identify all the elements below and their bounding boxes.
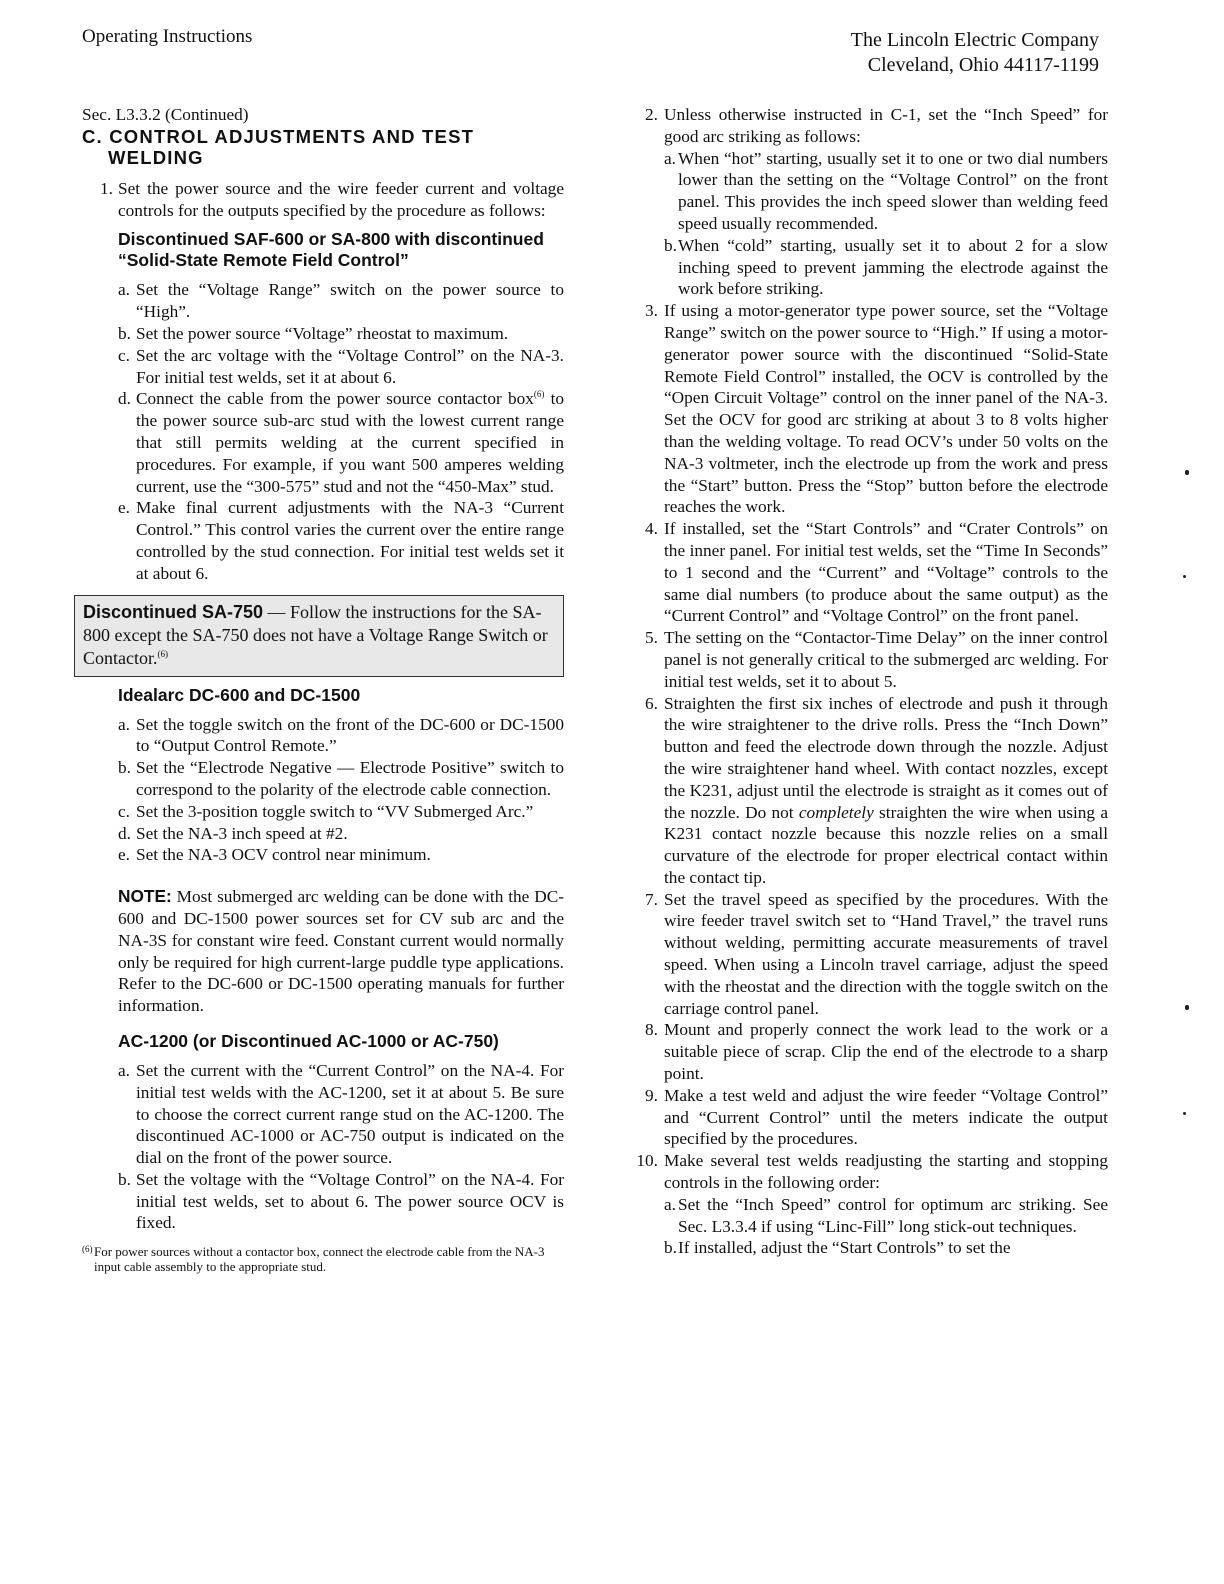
note-text: Most submerged arc welding can be done with the DC-600 and DC-1500 power sources set for CV sub arc and the NA-3S for constant wire feed. Constant current would normally only be required for high current-large puddle type applications. Refer to the DC-600 or DC-1500 operating manuals for further information.: [118, 887, 564, 1016]
step-text: When “hot” starting, usually set it to one or two dial numbers lower than the setting on the “Voltage Control” on the front panel. This provides the inch speed slower than welding feed speed usually recommended.: [678, 148, 1108, 233]
company-address: Cleveland, Ohio 44117-1199: [867, 54, 1099, 76]
step-text: Set the travel speed as specified by the procedures. With the wire feeder travel switch set to “Hand Travel,” the travel runs without welding, permitting accurate measurements of travel speed. When using a Lincoln travel carriage, adjust the speed with the rheostat and the direction with the toggle switch on the carriage control panel.: [664, 889, 1108, 1018]
step-text: If installed, adjust the “Start Controls” to set the: [678, 1238, 1011, 1258]
idealarc-steps: [118, 714, 564, 867]
step-6: [632, 693, 1108, 889]
step-letter: a.: [118, 280, 130, 300]
callout-heading: Discontinued SA-750: [83, 601, 264, 622]
step-text: Set the NA-3 OCV control near minimum.: [136, 845, 431, 865]
step-letter: a.: [664, 1194, 676, 1214]
step-text: Make final current adjustments with the NA-3 “Current Control.” This control varies the current over the entire range controlled by the stud connection. For initial test welds set it at about 6.: [136, 498, 564, 583]
step-text: Unless otherwise instructed in C-1, set the “Inch Speed” for good arc striking as follows:: [664, 105, 1108, 146]
note-paragraph: [118, 886, 564, 1017]
step-letter: e.: [118, 498, 130, 518]
step-4: [632, 518, 1108, 627]
step-text: When “cold” starting, usually set it to about 2 for a slow inching speed to prevent jamming the electrode against the work before striking.: [678, 235, 1108, 299]
step-text: Set the “Voltage Range” switch on the power source to “High”.: [136, 280, 564, 322]
step-letter: b.: [118, 1169, 131, 1189]
step-number: 5.: [645, 628, 658, 648]
step-text: Set the current with the “Current Control” on the NA-4. For initial test welds with the AC-1200, set it at about 5. Be sure to choose the correct current range stud on the AC-1200. The discontinued AC-1000 or AC-750 output is indicated on the dial on the front of the power source.: [136, 1060, 564, 1168]
scan-speck: [1185, 1005, 1189, 1010]
scan-speck: [1185, 470, 1189, 475]
step-text-part2: straighten the wire when using a K231 contact nozzle because this nozzle relies on a small curvature of the electrode for proper electrical contact within the contact tip.: [664, 802, 1108, 887]
step-letter: a.: [118, 714, 130, 734]
step-5: [632, 627, 1108, 692]
saf-step-c: [118, 345, 564, 389]
saf-step-b: [118, 323, 564, 345]
step-7: [632, 889, 1108, 1020]
step-number: 4.: [645, 519, 658, 539]
saf-step-a: [118, 279, 564, 323]
ac-steps: [118, 1060, 564, 1234]
idealarc-heading: Idealarc DC-600 and DC-1500: [118, 684, 361, 705]
step-8: [632, 1019, 1108, 1084]
step-2: [632, 104, 1108, 148]
section-title-line2: WELDING: [108, 146, 204, 168]
step-text: Set the 3-position toggle switch to “VV Submerged Arc.”: [136, 801, 534, 821]
step-1: [82, 178, 564, 222]
step-text: Mount and properly connect the work lead to the work or a suitable piece of scrap. Clip the end of the electrode to a sharp point.: [664, 1020, 1108, 1084]
step-text: Set the “Inch Speed” control for optimum arc striking. See Sec. L3.3.4 if using “Linc-Fill” long stick-out techniques.: [678, 1194, 1108, 1236]
ac-step-a: [118, 1060, 564, 1169]
scan-speck: [1183, 1112, 1186, 1115]
step-text: Set the arc voltage with the “Voltage Control” on the NA-3. For initial test welds, set it at about 6.: [136, 345, 564, 387]
step-number: 1.: [100, 178, 113, 198]
step-number: 9.: [645, 1085, 658, 1105]
idealarc-step-d: [118, 823, 564, 845]
step-letter: e.: [118, 845, 130, 865]
footnote-ref: (6): [157, 648, 168, 659]
step-letter: b.: [118, 323, 131, 343]
step-text: If installed, set the “Start Controls” and “Crater Controls” on the inner panel. For initial test welds, set the “Time In Seconds” to 1 second and the “Current” and “Voltage” controls to the same dial numbers (to produce about the same output) as the “Current Control” and “Voltage Control” on the front panel.: [664, 519, 1108, 626]
step-letter: b.: [118, 758, 131, 778]
footnote-text: For power sources without a contactor box, connect the electrode cable from the NA-3 input cable assembly to the appropriate stud.: [94, 1244, 545, 1275]
idealarc-step-a: [118, 714, 564, 758]
callout-text: — Follow the instructions for the SA-800 except the SA-750 does not have a Voltage Range Switch or Contactor.: [83, 601, 548, 668]
step-letter: d.: [118, 823, 131, 843]
step-text-part2: to the power source sub-arc stud with the lowest current range that still permits welding at the current specified in procedures. For example, if you want 500 amperes welding current, use the “300-575” stud and not the “450-Max” stud.: [136, 389, 565, 496]
step-letter: a.: [118, 1060, 130, 1080]
step-text: Set the NA-3 inch speed at #2.: [136, 823, 348, 843]
step-number: 10.: [636, 1151, 658, 1171]
step-letter: b.: [664, 235, 677, 255]
section-reference: Sec. L3.3.2 (Continued): [82, 105, 249, 124]
step-text-emphasis: completely: [798, 802, 874, 822]
step-number: 6.: [645, 693, 658, 713]
saf-heading: Discontinued SAF-600 or SA-800 with discontinued “Solid-State Remote Field Control”: [118, 229, 544, 271]
step-text-part1: Connect the cable from the power source contactor box: [136, 389, 534, 409]
step-text: Set the power source “Voltage” rheostat to maximum.: [136, 323, 509, 343]
step-text: Set the toggle switch on the front of the DC-600 or DC-1500 to “Output Control Remote.”: [136, 714, 564, 756]
step-number: 3.: [645, 301, 658, 321]
sa750-callout-box: [74, 595, 564, 677]
section-title: [82, 126, 564, 168]
step-text-part1: Straighten the first six inches of electrode and push it through the wire straightener to the drive rolls. Press the “Inch Down” button and feed the electrode down through the nozzle. Adjust the wire straightener hand wheel. With contact nozzles, except the K231, adjust until the electrode is straight as it comes out of the nozzle. Do not: [664, 693, 1108, 822]
right-column: [632, 104, 1108, 1259]
idealarc-step-e: [118, 844, 564, 866]
step-text: Make a test weld and adjust the wire feeder “Voltage Control” and “Current Control” until the meters indicate the output specified by the procedures.: [664, 1085, 1108, 1149]
saf-step-d: [118, 388, 564, 497]
step-letter: a.: [664, 148, 676, 168]
step-text: The setting on the “Contactor-Time Delay” on the inner control panel is not generally critical to the submerged arc welding. For initial test welds, set it to about 5.: [664, 628, 1108, 691]
step-letter: c.: [118, 801, 130, 821]
step-text: Set the “Electrode Negative — Electrode Positive” switch to correspond to the polarity of the electrode cable connection.: [136, 758, 564, 799]
scan-speck: [1183, 575, 1186, 578]
step-2-a: [632, 148, 1108, 235]
step-10: [632, 1150, 1108, 1194]
step-letter: b.: [664, 1238, 677, 1258]
step-number: 2.: [645, 105, 658, 124]
step-number: 7.: [645, 889, 658, 909]
step-letter: d.: [118, 389, 131, 409]
step-2-b: [632, 235, 1108, 300]
step-number: 8.: [645, 1020, 658, 1040]
step-3: [632, 300, 1108, 518]
left-column: [82, 104, 564, 1274]
idealarc-step-b: [118, 757, 564, 801]
ac-step-b: [118, 1169, 564, 1234]
company-header: [851, 28, 1099, 78]
step-9: [632, 1085, 1108, 1150]
step-text: If using a motor-generator type power source, set the “Voltage Range” switch on the power source to “High.” If using a motor-generator power source with the discontinued “Solid-State Remote Field Control” installed, the OCV is controlled by the “Open Circuit Voltage” control on the inner panel of the NA-3. Set the OCV for good arc striking at about 3 to 8 volts higher than the welding voltage. To read OCV’s under 50 volts on the NA-3 voltmeter, inch the electrode up from the work and press the “Start” button. Press the “Stop” button before the electrode reaches the work.: [664, 301, 1108, 517]
page-header-left: Operating Instructions: [82, 26, 253, 47]
idealarc-step-c: [118, 801, 564, 823]
step-text: Set the power source and the wire feeder current and voltage controls for the outputs specified by the procedure as follows:: [118, 178, 564, 220]
step-letter: c.: [118, 345, 130, 365]
company-name: The Lincoln Electric Company: [850, 29, 1099, 51]
saf-step-e: [118, 497, 564, 584]
saf-steps: [118, 279, 564, 584]
section-title-line1: C. CONTROL ADJUSTMENTS AND TEST: [82, 125, 475, 147]
footnote-mark: (6): [82, 1244, 93, 1255]
step-10-a: [632, 1194, 1108, 1238]
footnote: [82, 1244, 564, 1274]
step-10-b: [632, 1237, 1108, 1259]
step-text: Set the voltage with the “Voltage Control” on the NA-4. For initial test welds, set to about 6. The power source OCV is fixed.: [136, 1169, 564, 1233]
footnote-ref: (6): [533, 389, 545, 400]
note-label: NOTE:: [118, 886, 172, 907]
step-text: Make several test welds readjusting the starting and stopping controls in the following order:: [664, 1151, 1108, 1193]
ac-heading: AC-1200 (or Discontinued AC-1000 or AC-750): [118, 1030, 499, 1051]
